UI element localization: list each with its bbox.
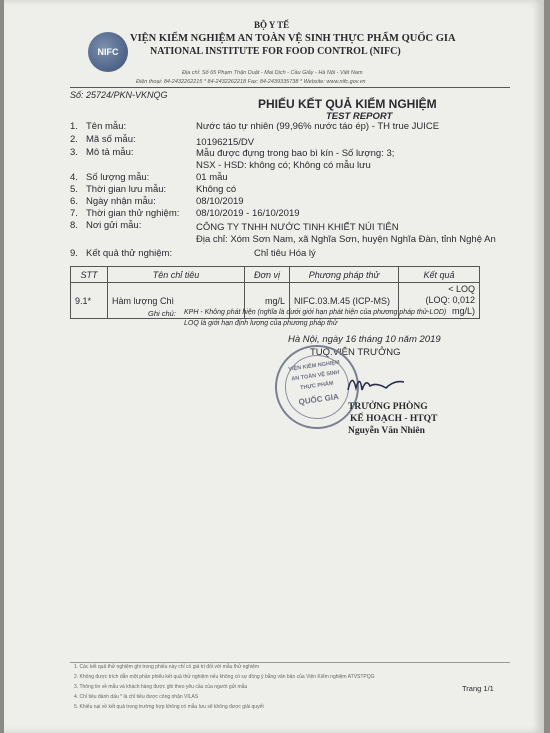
- notes-label: Ghi chú:: [148, 309, 176, 318]
- field-number: 2.: [70, 134, 78, 145]
- col-result: Kết quả: [399, 267, 480, 283]
- ministry: BỘ Y TẾ: [254, 20, 290, 30]
- field-value: 08/10/2019 - 16/10/2019: [196, 208, 300, 219]
- field-value: CÔNG TY TNHH NƯỚC TINH KHIẾT NÚI TIÊN: [196, 222, 399, 233]
- result-value: < LOQ: [448, 284, 475, 294]
- field-value: 01 mẫu: [196, 172, 228, 183]
- field-label: Số lượng mẫu:: [86, 172, 150, 183]
- col-unit: Đơn vị: [245, 267, 290, 283]
- page-number: Trang 1/1: [462, 684, 494, 693]
- field-label: Ngày nhận mẫu:: [86, 196, 156, 207]
- sign-for: TUQ.VIỆN TRƯỞNG: [310, 347, 401, 358]
- stamp-text-1: VIỆN KIỂM NGHIỆM: [288, 359, 341, 373]
- stamp-text-3: THỰC PHẨM: [299, 380, 334, 392]
- field-label: Mô tả mẫu:: [86, 147, 134, 158]
- cell-method: NIFC.03.M.45 (ICP-MS): [290, 283, 399, 319]
- field-value: Mẫu được đựng trong bao bì kín - Số lượng: 3;: [196, 148, 395, 159]
- field-value: Không có: [196, 184, 237, 195]
- sign-date: Hà Nội, ngày 16 tháng 10 năm 2019: [288, 334, 441, 345]
- field-number: 3.: [70, 147, 78, 158]
- notes-line1: KPH - Không phát hiện (nghĩa là dưới giới hạn phát hiện của phương pháp thử-LOD): [184, 309, 447, 316]
- footer-line-5: 5. Khiếu nại về kết quả trong trường hợp không có mẫu lưu sẽ không được giải quyết: [74, 704, 264, 710]
- document-page: [4, 0, 544, 733]
- field-label: Thời gian lưu mẫu:: [86, 184, 167, 195]
- field-label: Nơi gửi mẫu:: [86, 220, 142, 231]
- report-title-en: TEST REPORT: [326, 111, 393, 122]
- field-value-line2: NSX - HSD: không có; Không có mẫu lưu: [196, 160, 371, 171]
- table-header-row: [71, 267, 480, 283]
- col-name: Tên chỉ tiêu: [108, 267, 245, 283]
- cell-name: Hàm lượng Chì: [108, 283, 245, 319]
- institute-en: NATIONAL INSTITUTE FOR FOOD CONTROL (NIFC): [150, 46, 401, 57]
- signature: [346, 368, 406, 398]
- field-number: 8.: [70, 220, 78, 231]
- institute-contact: Điện thoại: 84-2432262215 * 84-2432262218 Fax: 84-2439335738 * Website: www.nifc.gov.vn: [136, 79, 366, 85]
- sign-title2: KẾ HOẠCH - HTQT: [350, 414, 438, 424]
- field-number: 4.: [70, 172, 78, 183]
- footer-line-2: 2. Không được trích dẫn một phần phiếu kết quả thử nghiệm nếu không có sự đồng ý bằng văn bản của Viện Kiểm nghiệm ATVSTPQG: [74, 674, 375, 680]
- footer-line-3: 3. Thông tin về mẫu và khách hàng được ghi theo yêu cầu của người gửi mẫu: [74, 684, 248, 690]
- report-title-vn: PHIẾU KẾT QUẢ KIỂM NGHIỆM: [258, 97, 437, 111]
- field-number: 6.: [70, 196, 78, 207]
- notes-line2: LOQ là giới hạn định lượng của phương pháp thử: [184, 320, 338, 327]
- stamp-text-2: AN TOÀN VỆ SINH: [291, 369, 340, 383]
- field-value: 08/10/2019: [196, 196, 244, 207]
- field-label: Tên mẫu:: [86, 121, 127, 132]
- field-label: Kết quả thử nghiệm:: [86, 248, 173, 259]
- cell-unit: mg/L: [245, 283, 290, 319]
- cell-stt: 9.1*: [71, 283, 108, 319]
- field-value: Nước táo tự nhiên (99,96% nước táo ép) - TH true JUICE: [196, 121, 440, 132]
- field-value-line2: Địa chỉ: Xóm Sơn Nam, xã Nghĩa Sơn, huyện Nghĩa Đàn, tỉnh Nghệ An: [196, 234, 496, 245]
- stamp-text-4: QUỐC GIA: [298, 392, 340, 407]
- field-number: 7.: [70, 208, 78, 219]
- footer-line-1: 1. Các kết quả thử nghiệm ghi trong phiếu này chỉ có giá trị đối với mẫu thử nghiệm: [74, 664, 260, 670]
- col-stt: STT: [71, 267, 108, 283]
- field-number: 5.: [70, 184, 78, 195]
- footer-divider: [70, 662, 510, 663]
- field-label: Thời gian thử nghiệm:: [86, 208, 180, 219]
- field-label: Mã số mẫu:: [86, 134, 136, 145]
- sign-title1: TRƯỞNG PHÒNG: [348, 402, 428, 412]
- footer-line-4: 4. Chỉ tiêu đánh dấu * là chỉ tiêu được công nhận VILAS: [74, 694, 199, 700]
- header-divider: [70, 87, 510, 88]
- col-method: Phương pháp thử: [290, 267, 399, 283]
- field-number: 9.: [70, 248, 78, 259]
- institute-address: Địa chỉ: Số 65 Phạm Thận Duật - Mai Dịch - Cầu Giấy - Hà Nội - Việt Nam: [182, 70, 363, 76]
- field-number: 1.: [70, 121, 78, 132]
- field-value: 10196215/DV: [196, 137, 255, 148]
- field-value: Chỉ tiêu Hóa lý: [254, 248, 316, 259]
- institute-vn: VIỆN KIỂM NGHIỆM AN TOÀN VỆ SINH THỰC PHẨM QUỐC GIA: [130, 33, 456, 44]
- nifc-logo: [88, 32, 128, 72]
- signer-name: Nguyễn Văn Nhiên: [348, 426, 425, 436]
- document-number: Số: 25724/PKN-VKNQG: [70, 90, 168, 100]
- result-loq: (LOQ: 0,012 mg/L): [425, 295, 475, 316]
- logo-text: NIFC: [97, 47, 119, 57]
